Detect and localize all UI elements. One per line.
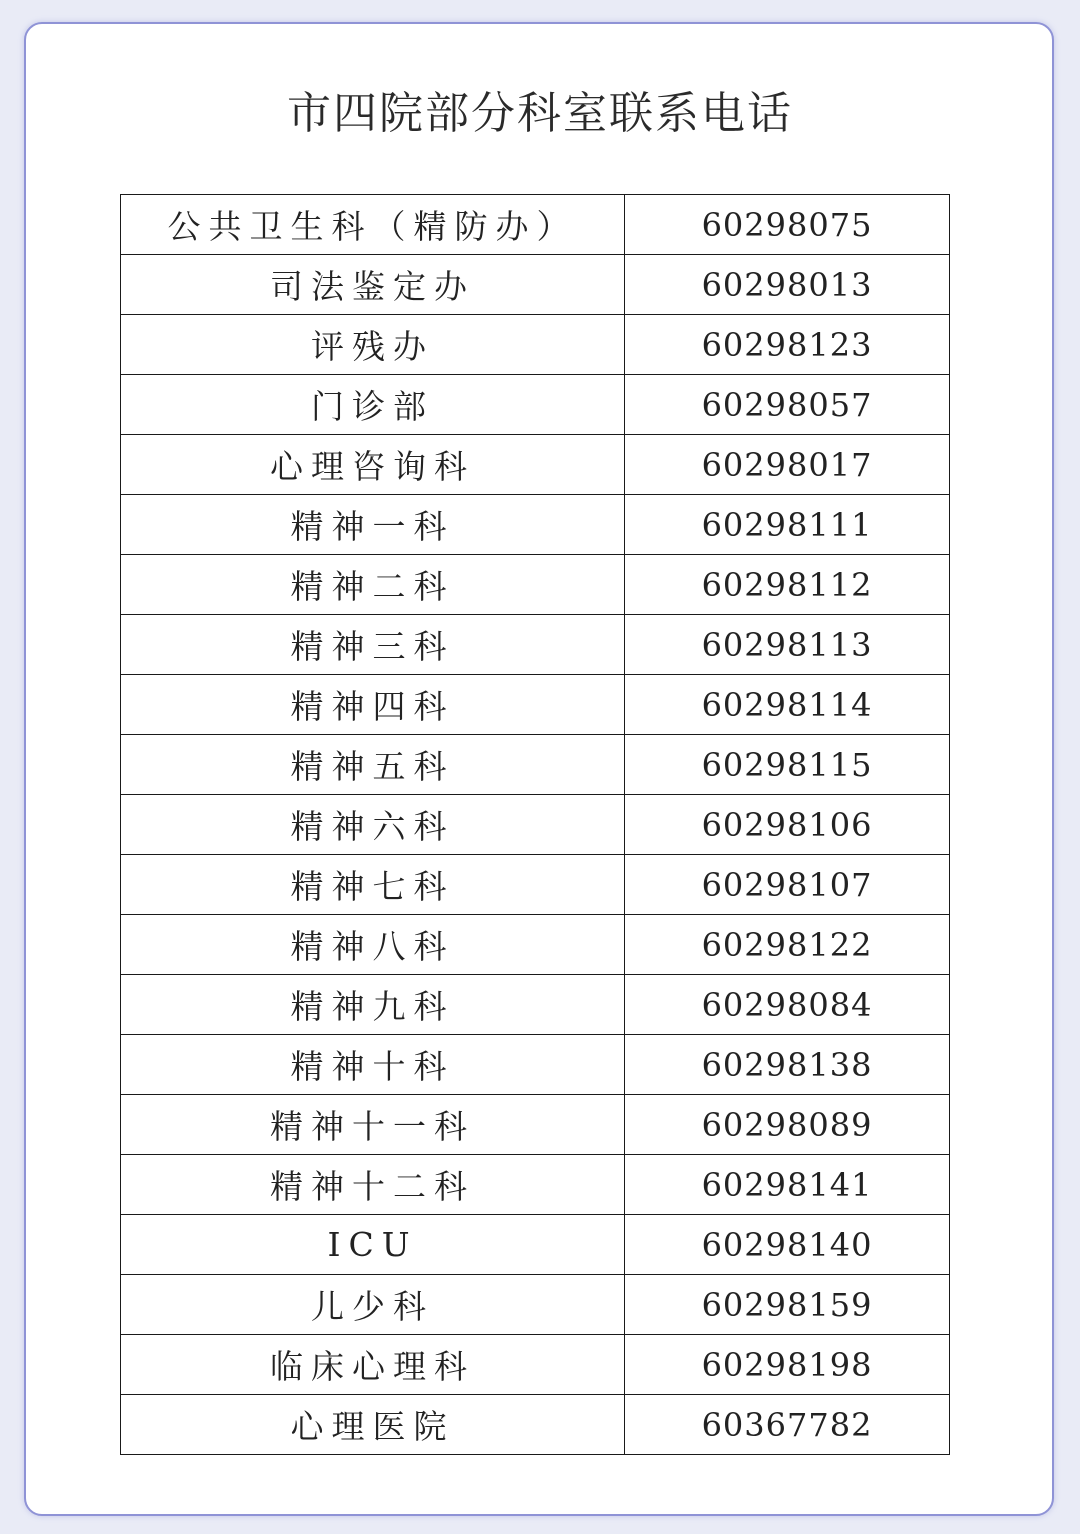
phone-cell: 60298113 (625, 615, 950, 675)
table-row (121, 315, 950, 375)
phone-cell: 60298123 (625, 315, 950, 375)
phone-cell: 60298122 (625, 915, 950, 975)
phone-cell: 60298141 (625, 1155, 950, 1215)
phone-cell: 60298138 (625, 1035, 950, 1095)
department-cell: 精神十科 (121, 1035, 625, 1095)
department-cell: 精神十一科 (121, 1095, 625, 1155)
table-row (121, 1335, 950, 1395)
phone-cell: 60298089 (625, 1095, 950, 1155)
department-cell: 精神三科 (121, 615, 625, 675)
table-row (121, 255, 950, 315)
department-cell: 临床心理科 (121, 1335, 625, 1395)
phone-cell: 60367782 (625, 1395, 950, 1455)
table-row (121, 615, 950, 675)
phone-cell: 60298057 (625, 375, 950, 435)
department-cell: 司法鉴定办 (121, 255, 625, 315)
phone-cell: 60298106 (625, 795, 950, 855)
phone-cell: 60298107 (625, 855, 950, 915)
table-row (121, 855, 950, 915)
department-cell: 精神四科 (121, 675, 625, 735)
department-cell: 公共卫生科（精防办） (121, 195, 625, 255)
department-cell: 精神五科 (121, 735, 625, 795)
table-row (121, 975, 950, 1035)
department-cell: 精神一科 (121, 495, 625, 555)
phone-cell: 60298111 (625, 495, 950, 555)
department-cell: 精神十二科 (121, 1155, 625, 1215)
table-row (121, 555, 950, 615)
table-row (121, 495, 950, 555)
page-title: 市四院部分科室联系电话 (287, 88, 793, 139)
department-cell: 儿少科 (121, 1275, 625, 1335)
department-cell: 心理咨询科 (121, 435, 625, 495)
phone-cell: 60298075 (625, 195, 950, 255)
table-row (121, 1095, 950, 1155)
table-row (121, 435, 950, 495)
phone-cell: 60298013 (625, 255, 950, 315)
department-cell: 精神六科 (121, 795, 625, 855)
table-row (121, 375, 950, 435)
table-row (121, 1215, 950, 1275)
contact-table (120, 194, 950, 1455)
department-cell: 精神七科 (121, 855, 625, 915)
table-row (121, 1395, 950, 1455)
table-row (121, 675, 950, 735)
department-cell: 精神二科 (121, 555, 625, 615)
phone-cell: 60298017 (625, 435, 950, 495)
table-row (121, 1275, 950, 1335)
table-row (121, 915, 950, 975)
phone-cell: 60298140 (625, 1215, 950, 1275)
phone-cell: 60298114 (625, 675, 950, 735)
phone-cell: 60298198 (625, 1335, 950, 1395)
table-row (121, 1035, 950, 1095)
table-row (121, 735, 950, 795)
table-row (121, 195, 950, 255)
phone-cell: 60298084 (625, 975, 950, 1035)
phone-cell: 60298159 (625, 1275, 950, 1335)
table-row (121, 1155, 950, 1215)
department-cell: 心理医院 (121, 1395, 625, 1455)
department-cell: ICU (121, 1215, 625, 1275)
department-cell: 精神八科 (121, 915, 625, 975)
phone-cell: 60298115 (625, 735, 950, 795)
department-cell: 精神九科 (121, 975, 625, 1035)
department-cell: 评残办 (121, 315, 625, 375)
phone-cell: 60298112 (625, 555, 950, 615)
department-cell: 门诊部 (121, 375, 625, 435)
table-row (121, 795, 950, 855)
